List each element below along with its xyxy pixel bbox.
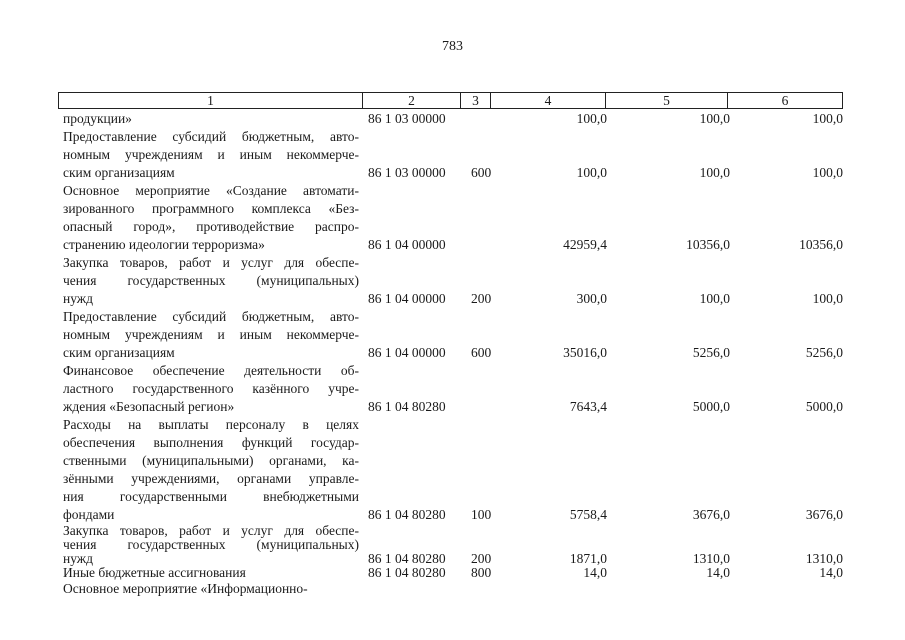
classification-code: 86 1 04 00000 — [368, 237, 446, 252]
table-row — [63, 416, 843, 524]
header-col-1: 1 — [59, 93, 363, 109]
budget-table-body — [63, 110, 843, 598]
amount-col-4: 7643,4 — [569, 399, 607, 414]
amount-col-4: 5758,4 — [569, 507, 607, 522]
table-row — [63, 566, 843, 580]
amount-col-4: 100,0 — [576, 165, 607, 180]
description-line: номным учреждениям и иным некоммерче- — [63, 147, 359, 162]
classification-code: 86 1 04 80280 — [368, 399, 446, 414]
description-line: Основное мероприятие «Создание автомати- — [63, 183, 359, 198]
description-line: Предоставление субсидий бюджетным, авто- — [63, 129, 359, 144]
description-line: чения государственных (муниципальных) — [63, 538, 359, 552]
classification-code: 86 1 04 80280 — [368, 565, 446, 580]
description-line: Закупка товаров, работ и услуг для обеспе- — [63, 255, 359, 270]
amount-col-4: 35016,0 — [563, 345, 607, 360]
description-line: чения государственных (муниципальных) — [63, 273, 359, 288]
row-description — [63, 110, 359, 128]
header-col-6: 6 — [728, 93, 843, 109]
row-description — [63, 362, 359, 416]
amount-col-6: 14,0 — [819, 565, 843, 580]
expense-type: 200 — [471, 551, 492, 566]
amount-col-5: 100,0 — [699, 291, 730, 306]
description-line: ским организациям — [63, 165, 175, 180]
description-line: продукции» — [63, 111, 132, 126]
description-line: ственными (муниципальными) органами, ка- — [63, 453, 359, 468]
amount-col-6: 10356,0 — [799, 237, 843, 252]
description-line: странению идеологии терроризма» — [63, 237, 265, 252]
row-description — [63, 182, 359, 254]
row-description — [63, 416, 359, 524]
amount-col-6: 5256,0 — [805, 345, 843, 360]
row-description — [63, 128, 359, 182]
amount-col-5: 10356,0 — [686, 237, 730, 252]
table-row — [63, 524, 843, 566]
description-line: нужд — [63, 291, 93, 306]
description-line: Расходы на выплаты персоналу в целях — [63, 417, 359, 432]
amount-col-5: 5256,0 — [692, 345, 730, 360]
expense-type: 600 — [471, 165, 492, 180]
description-line: зированного программного комплекса «Без- — [63, 201, 359, 216]
expense-type: 600 — [471, 345, 492, 360]
expense-type: 800 — [471, 565, 492, 580]
header-col-3: 3 — [461, 93, 491, 109]
amount-col-4: 100,0 — [576, 111, 607, 126]
amount-col-5: 100,0 — [699, 111, 730, 126]
description-line: фондами — [63, 507, 115, 522]
amount-col-5: 5000,0 — [692, 399, 730, 414]
description-line: Финансовое обеспечение деятельности об- — [63, 363, 359, 378]
classification-code: 86 1 04 80280 — [368, 507, 446, 522]
row-description — [63, 566, 359, 580]
description-line: Предоставление субсидий бюджетным, авто- — [63, 309, 359, 324]
description-line: ским организациям — [63, 345, 175, 360]
description-line: Основное мероприятие «Информационно- — [63, 581, 308, 596]
description-line: обеспечения выполнения функций государ- — [63, 435, 359, 450]
table-row — [63, 128, 843, 182]
description-line: зёнными учреждениями, органами управле- — [63, 471, 359, 486]
amount-col-4: 1871,0 — [569, 551, 607, 566]
classification-code: 86 1 04 00000 — [368, 291, 446, 306]
description-line: Закупка товаров, работ и услуг для обеспе- — [63, 524, 359, 538]
amount-col-6: 100,0 — [812, 165, 843, 180]
classification-code: 86 1 04 00000 — [368, 345, 446, 360]
amount-col-6: 3676,0 — [805, 507, 843, 522]
amount-col-4: 42959,4 — [563, 237, 607, 252]
amount-col-5: 1310,0 — [692, 551, 730, 566]
amount-col-4: 300,0 — [576, 291, 607, 306]
description-line: ждения «Безопасный регион» — [63, 399, 235, 414]
description-line: ния государственными внебюджетными — [63, 489, 359, 504]
expense-type: 200 — [471, 291, 492, 306]
row-description — [63, 254, 359, 308]
description-line: опасный город», противодействие распро- — [63, 219, 359, 234]
amount-col-6: 5000,0 — [805, 399, 843, 414]
table-row — [63, 308, 843, 362]
amount-col-5: 14,0 — [706, 565, 730, 580]
description-line: ластного государственного казённого учре- — [63, 381, 359, 396]
amount-col-5: 100,0 — [699, 165, 730, 180]
amount-col-5: 3676,0 — [692, 507, 730, 522]
table-row — [63, 254, 843, 308]
row-description — [63, 580, 359, 598]
amount-col-6: 100,0 — [812, 111, 843, 126]
description-line: номным учреждениям и иным некоммерче- — [63, 327, 359, 342]
header-col-2: 2 — [363, 93, 461, 109]
amount-col-6: 1310,0 — [805, 551, 843, 566]
expense-type: 100 — [471, 507, 492, 522]
header-col-4: 4 — [491, 93, 606, 109]
classification-code: 86 1 03 00000 — [368, 165, 446, 180]
row-description — [63, 308, 359, 362]
description-line: нужд — [63, 552, 93, 566]
page-number: 783 — [442, 39, 463, 54]
description-line: Иные бюджетные ассигнования — [63, 566, 246, 580]
row-description — [63, 524, 359, 566]
table-row — [63, 110, 843, 128]
table-row — [63, 182, 843, 254]
table-row — [63, 580, 843, 598]
table-row — [63, 362, 843, 416]
table-header — [58, 92, 843, 109]
classification-code: 86 1 03 00000 — [368, 111, 446, 126]
amount-col-6: 100,0 — [812, 291, 843, 306]
header-col-5: 5 — [606, 93, 728, 109]
amount-col-4: 14,0 — [583, 565, 607, 580]
classification-code: 86 1 04 80280 — [368, 551, 446, 566]
